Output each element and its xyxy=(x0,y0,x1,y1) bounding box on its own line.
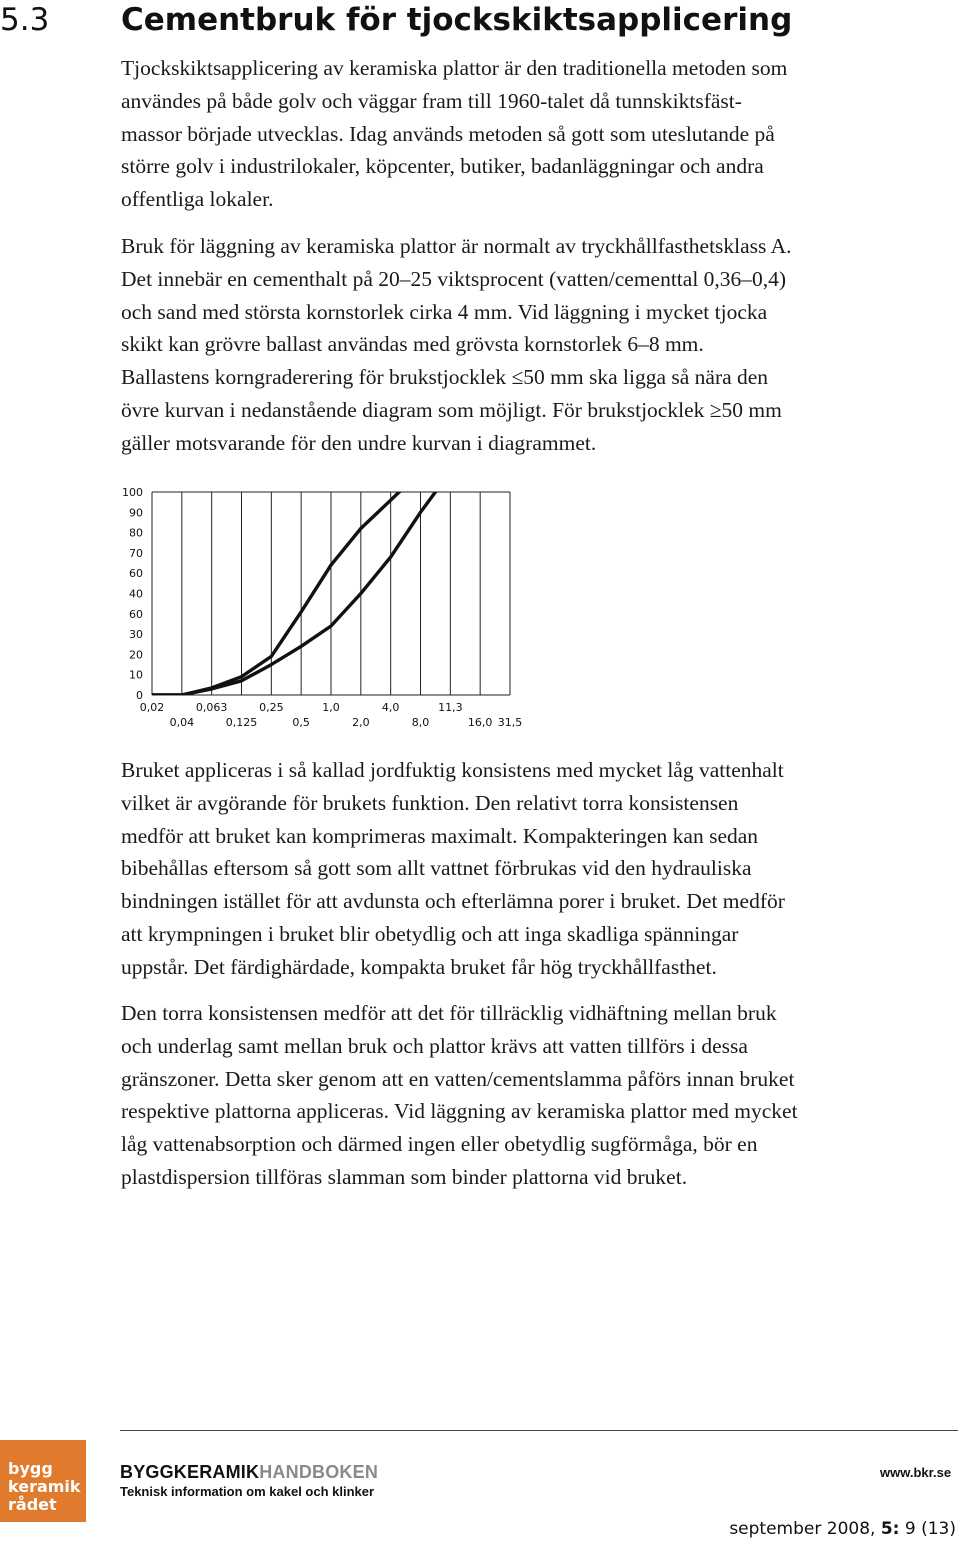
text-line: Den torra konsistensen medför att det för tillräcklig vidhäftning mellan bruk xyxy=(121,1001,777,1025)
text-line: övre kurvan i nedanstående diagram som möjligt. För brukstjocklek ≥50 mm xyxy=(121,397,782,422)
x-tick-label: 0,5 xyxy=(292,716,310,729)
text-line: skikt kan grövre ballast användas med grövsta kornstorlek 6–8 mm. xyxy=(121,332,704,357)
x-tick-label: 0,125 xyxy=(225,716,258,729)
paragraph-mortar-class xyxy=(121,230,957,460)
y-tick-label: 60 xyxy=(129,567,143,581)
text-line: massor började utvecklas. Idag används metoden så gott som uteslutande på xyxy=(121,121,775,146)
section-title: Cementbruk för tjockskiktsapplicering xyxy=(121,2,793,38)
y-tick-label: 0 xyxy=(136,689,143,702)
y-tick-label: 60 xyxy=(129,607,143,621)
y-tick-label: 90 xyxy=(129,506,143,520)
text-line: plastdispersion tillföras slamman som binder plattorna vid bruket. xyxy=(121,1164,688,1189)
y-tick-label: 70 xyxy=(129,546,143,560)
paragraph-consistency xyxy=(121,754,957,984)
y-tick-label: 80 xyxy=(129,526,143,540)
x-tick-label: 0,063 xyxy=(195,701,228,714)
text-line: gränszoner. Detta sker genom att en vatten/cementslamma påförs innan bruket xyxy=(121,1066,795,1091)
logo-line: keramik xyxy=(8,1477,81,1496)
y-tick-labels xyxy=(122,486,143,702)
chapter-number: 5: xyxy=(880,1519,900,1539)
text-line: medför att bruket kan komprimeras maximalt. Kompakteringen kan sedan xyxy=(121,823,759,848)
handbook-brand xyxy=(120,1462,378,1483)
page-number xyxy=(729,1519,956,1539)
paragraph-intro xyxy=(121,52,957,216)
text-line: att krympningen i bruket blir obetydlig och att inga skadliga spänningar xyxy=(121,921,739,946)
y-tick-label: 30 xyxy=(129,628,143,642)
x-tick-label: 0,02 xyxy=(139,701,165,714)
text-line: vilket är avgörande för brukets funktion. Den relativt torra konsistensen xyxy=(121,790,739,815)
text-line: bindningen istället för att avdunsta och efterlämna porer i bruket. Det medför xyxy=(121,889,785,914)
text-line: Bruk för läggning av keramiska plattor är normalt av tryckhållfasthetsklass A. xyxy=(121,234,792,258)
text-line: offentliga lokaler. xyxy=(121,187,274,212)
text-line: respektive plattorna appliceras. Vid läggning av keramiska plattor med mycket xyxy=(121,1099,798,1124)
byggkeramikradet-logo xyxy=(0,1440,86,1522)
page-count: 9 (13) xyxy=(904,1519,956,1539)
grading-curve-1 xyxy=(152,482,421,695)
x-tick-label: 4,0 xyxy=(381,701,400,714)
text-line: Tjockskiktsapplicering av keramiska plattor är den traditionella metoden som xyxy=(121,56,788,80)
y-tick-label: 100 xyxy=(122,486,143,499)
x-tick-label: 16,0 xyxy=(467,716,493,729)
section-heading xyxy=(0,0,960,40)
text-line: Ballastens korngraderering för brukstjocklek ≤50 mm ska ligga så nära den xyxy=(121,365,769,390)
text-line: och sand med största kornstorlek cirka 4 mm. Vid läggning i mycket tjocka xyxy=(121,299,768,324)
website-link[interactable]: www.bkr.se xyxy=(880,1465,952,1480)
text-line: Det innebär en cementhalt på 20–25 viktsprocent (vatten/cementtal 0,36–0,4) xyxy=(121,266,787,291)
text-line: bibehållas eftersom så gott som allt vattnet förbrukas vid den hydrauliska xyxy=(121,856,752,881)
publication-date: september 2008, xyxy=(729,1519,876,1539)
x-tick-label: 31,5 xyxy=(497,716,523,729)
x-tick-label: 0,04 xyxy=(169,716,195,729)
logo-line: bygg xyxy=(8,1459,53,1478)
x-tick-label: 11,3 xyxy=(438,701,463,714)
footer-divider xyxy=(120,1430,958,1431)
grading-curve-chart xyxy=(110,482,530,732)
brand-dark: BYGGKERAMIK xyxy=(120,1462,260,1482)
handbook-subtitle: Teknisk information om kakel och klinker xyxy=(120,1484,375,1499)
x-tick-label: 8,0 xyxy=(411,716,430,729)
logo-line: rådet xyxy=(8,1495,57,1514)
section-number: 5.3 xyxy=(0,2,50,38)
brand-light: HANDBOKEN xyxy=(259,1462,379,1482)
x-tick-label: 1,0 xyxy=(322,701,340,714)
y-tick-label: 40 xyxy=(129,587,143,601)
text-line: och underlag samt mellan bruk och plattor krävs att vatten tillförs i dessa xyxy=(121,1033,748,1058)
text-line: större golv i industrilokaler, köpcenter, butiker, badanläggningar och andra xyxy=(121,154,764,179)
x-tick-label: 2,0 xyxy=(352,716,370,729)
x-tick-label: 0,25 xyxy=(259,701,284,714)
x-tick-labels xyxy=(140,701,523,729)
chart-grid xyxy=(152,492,510,695)
text-line: gäller motsvarande för den undre kurvan i diagrammet. xyxy=(121,430,597,455)
text-line: låg vattenabsorption och därmed ingen eller obetydlig sugförmåga, bör en xyxy=(121,1132,758,1157)
y-tick-label: 20 xyxy=(129,648,143,662)
text-line: Bruket appliceras i så kallad jordfuktig konsistens med mycket låg vattenhalt xyxy=(121,758,784,782)
paragraph-bonding xyxy=(121,997,957,1194)
text-line: uppstår. Det färdighärdade, kompakta bruket får hög tryckhållfasthet. xyxy=(121,954,717,979)
text-line: användes på både golv och väggar fram till 1960-talet då tunnskiktsfäst- xyxy=(121,88,742,113)
y-tick-label: 10 xyxy=(129,668,143,682)
